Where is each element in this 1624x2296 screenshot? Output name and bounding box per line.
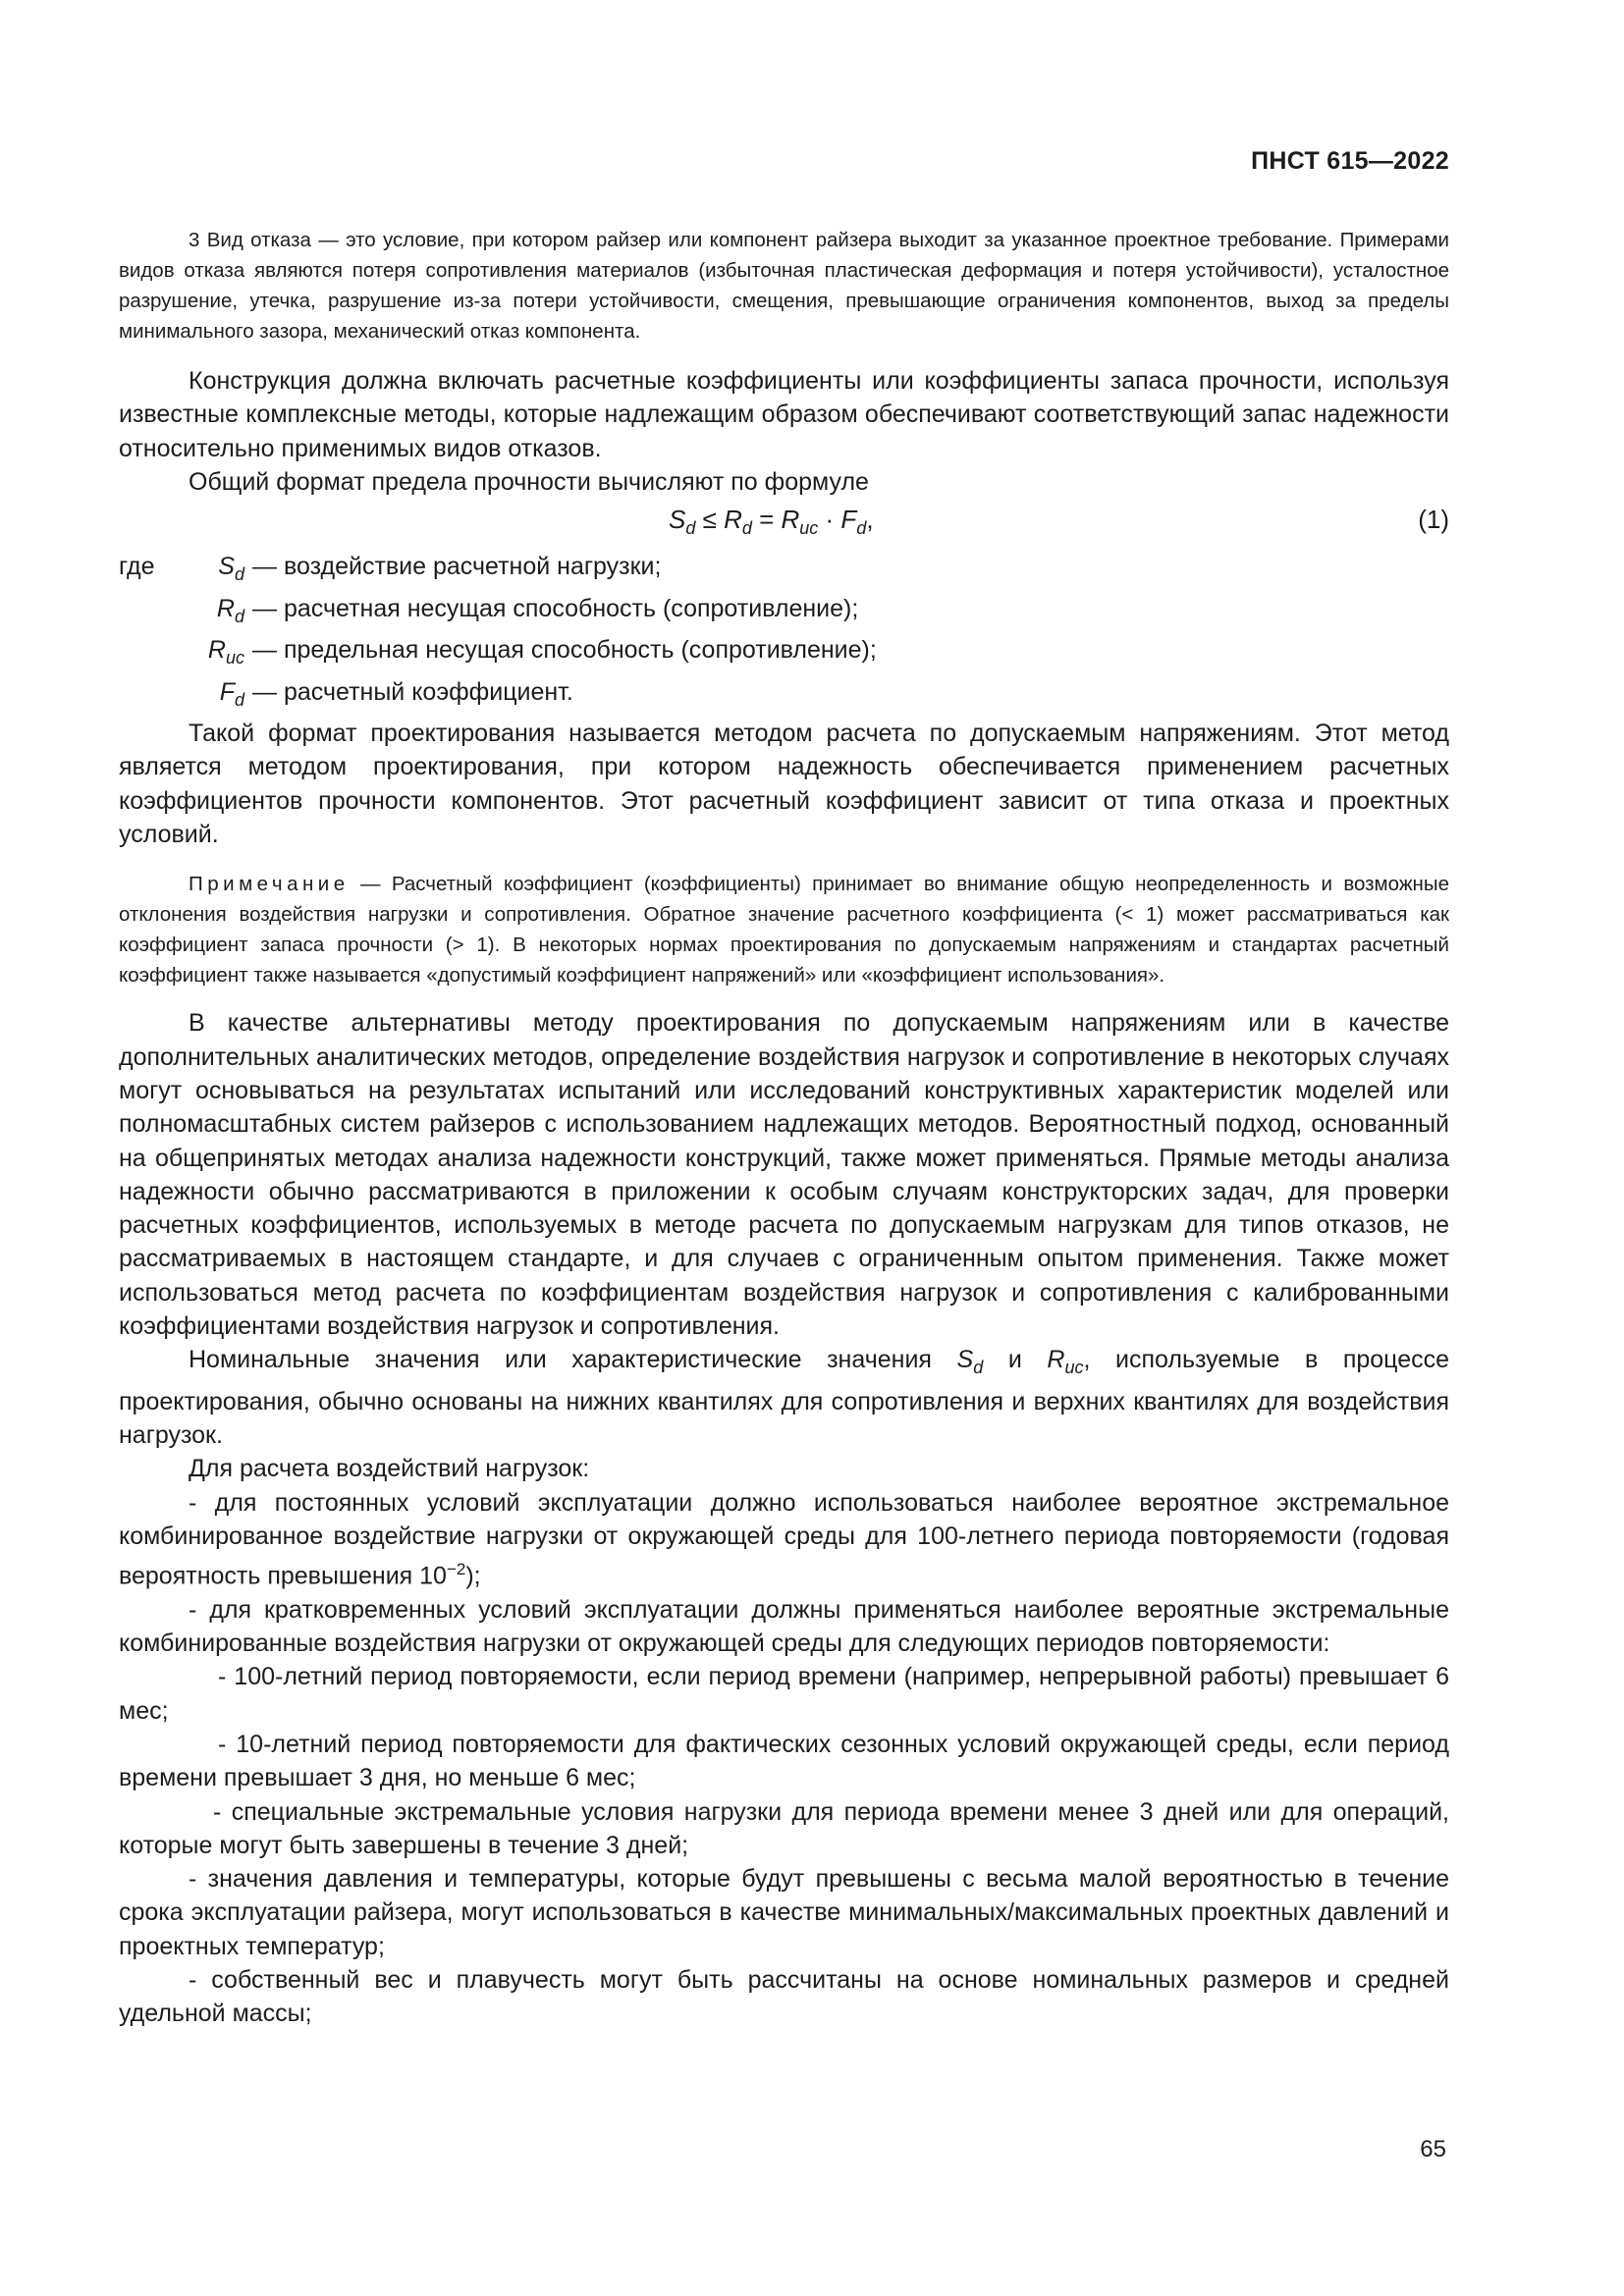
formula-row	[119, 503, 1449, 542]
document-code: ПНСТ 615—2022	[1251, 147, 1449, 175]
note-3-failure-mode: 3 Вид отказа — это условие, при котором райзер или компонент райзера выходит за указанное проектное требование. Примерами видов отказа являются потеря сопротивления материалов (избыточная пластическая деформация и потеря устойчивости), усталостное разрушение, утечка, разрушение из-за потери устойчивости, смещения, превышающие ограничения компонентов, выход за пределы минимального зазора, механический отказ компонента.	[119, 229, 1449, 343]
note-text: — Расчетный коэффициент (коэффициенты) принимает во внимание общую неопределенность и возможные отклонения воздействия нагрузки и сопротивления. Обратное значение расчетного коэффициента (< 1) может рассматриваться как коэффициент запаса прочности (> 1). В некоторых нормах проектирования по допускаемым напряжениям и стандартах расчетный коэффициент также называется «допустимый коэффициент напряжений» или «коэффициент использования».	[119, 873, 1449, 988]
definition-row	[119, 633, 1449, 675]
definition-symbol: $R_d$	[216, 594, 244, 626]
paragraph-load-calc: Для расчета воздействий нагрузок:	[189, 1455, 590, 1483]
paragraph-allowable-stress: Такой формат проектирования называется методом расчета по допускаемым напряжениям. Этот метод является методом проектирования, при котором надежность обеспечивается применением расчетных коэффициентов прочности компонентов. Этот расчетный коэффициент зависит от типа отказа и проектных условий.	[119, 720, 1449, 849]
definition-symbol: $R_{uc}$	[207, 636, 244, 668]
list-item: - для кратковременных условий эксплуатации должны применяться наиболее вероятные экстремальные комбинированные воздействия нагрузки от окружающей среды для следующих периодов повторяемости:	[119, 1595, 1449, 1658]
definition-row	[119, 675, 1449, 718]
list-item: - собственный вес и плавучесть могут быть рассчитаны на основе номинальных размеров и средней удельной массы;	[119, 1966, 1449, 2028]
definition-text: — расчетная несущая способность (сопротивление);	[252, 594, 859, 622]
paragraph-alternatives: В качестве альтернативы методу проектирования по допускаемым напряжениям или в качестве дополнительных аналитических методов, определение воздействия нагрузок и сопротивление в некоторых случаях могут основываться на результатах испытаний или исследований конструктивных характеристик моделей или полномасштабных систем райзеров с использованием надлежащих методов. Вероятностный подход, основанный на общепринятых методах анализа надежности конструкций, также может применяться. Прямые методы анализа надежности обычно рассматриваются в приложении к особым случаям конструкторских задач, для проверки расчетных коэффициентов, используемых в методе расчета по допускаемым нагрузкам для типов отказов, не рассматриваемых в настоящем стандарте, и для случаев с ограниченным опытом применения. Также может использоваться метод расчета по коэффициентам воздействия нагрузок и сопротивления с калиброванными коэффициентами воздействия нагрузок и сопротивления.	[119, 1009, 1449, 1341]
definition-row	[119, 592, 1449, 634]
symbol-definitions	[119, 550, 1449, 717]
note-label: Примечание	[189, 873, 350, 896]
definition-symbol: $S_d$	[218, 553, 244, 585]
paragraph-nominal-values: Номинальные значения или характеристические значения $S_d$ и $R_{uc}$, используемые в процессе проектирования, обычно основаны на нижних квантилях для сопротивления и верхних квантилях для воздействия нагрузок.	[119, 1346, 1450, 1449]
definition-text: — расчетный коэффициент.	[252, 677, 573, 706]
definition-lead: где	[119, 553, 155, 581]
sub-list-item: - 10-летний период повторяемости для фактических сезонных условий окружающей среды, если период времени превышает 3 дня, но меньше 6 мес;	[119, 1730, 1449, 1792]
page-content	[119, 225, 1449, 2031]
definition-text: — предельная несущая способность (сопротивление);	[252, 636, 877, 665]
list-item: - для постоянных условий эксплуатации должно использоваться наиболее вероятное экстремальное комбинированное воздействие нагрузки от окружающей среды для 100-летнего периода повторяемости (годовая вероятность превышения $10^{-2}$);	[119, 1488, 1449, 1590]
definition-symbol: $F_d$	[219, 677, 244, 710]
note-design-factor	[119, 869, 1449, 990]
list-item: - значения давления и температуры, которые будут превышены с весьма малой вероятностью в течение срока эксплуатации райзера, могут использоваться в качестве минимальных/максимальных проектных давлений и проектных температур;	[119, 1865, 1449, 1960]
definition-text: — воздействие расчетной нагрузки;	[252, 553, 662, 581]
definition-row	[119, 550, 1449, 592]
paragraph-formula-intro: Общий формат предела прочности вычисляют по формуле	[189, 467, 869, 496]
formula: $S_d \le R_d = R_{uc} \cdot F_d$,	[669, 505, 874, 539]
paragraph-design-factors: Конструкция должна включать расчетные коэффициенты или коэффициенты запаса прочности, используя известные комплексные методы, которые надлежащим образом обеспечивают соответствующий запас надежности относительно применимых видов отказов.	[119, 367, 1449, 462]
sub-list-item: - 100-летний период повторяемости, если период времени (например, непрерывной работы) превышает 6 мес;	[119, 1663, 1449, 1725]
sub-list-item: - специальные экстремальные условия нагрузки для периода времени менее 3 дней или для операций, которые могут быть завершены в течение 3 дней;	[119, 1797, 1449, 1859]
equation-number: (1)	[1418, 505, 1449, 535]
page-number: 65	[1420, 2136, 1446, 2163]
